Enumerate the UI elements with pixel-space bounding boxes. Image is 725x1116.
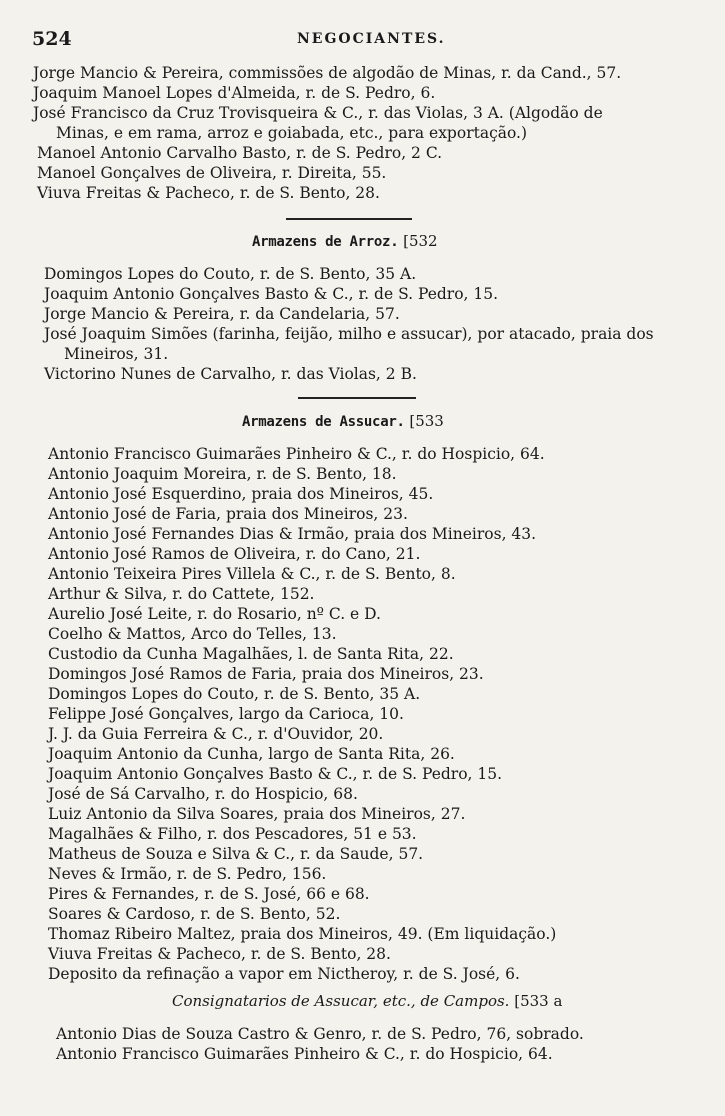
list-item: Joaquim Antonio Gonçalves Basto & C., r. de S. Pedro, 15.: [48, 765, 503, 783]
list-item: José de Sá Carvalho, r. do Hospicio, 68.: [48, 785, 358, 803]
page-header: [32, 28, 682, 50]
list-item: Antonio Francisco Guimarães Pinheiro & C., r. do Hospicio, 64.: [56, 1045, 553, 1063]
list-item: Aurelio José Leite, r. do Rosario, nº C. e D.: [48, 605, 381, 623]
list-item: Manoel Antonio Carvalho Basto, r. de S. Pedro, 2 C.: [37, 144, 443, 162]
list-item: Antonio José Ramos de Oliveira, r. do Cano, 21.: [48, 545, 421, 563]
list-item: Pires & Fernandes, r. de S. José, 66 e 68.: [48, 885, 370, 903]
page-number: 524: [32, 28, 72, 50]
section-title: Armazens de Arroz.: [252, 234, 399, 250]
list-item: José Francisco da Cruz Trovisqueira & C., r. das Violas, 3 A. (Algodão de: [33, 104, 603, 122]
list-item-continuation: Mineiros, 31.: [64, 345, 169, 363]
section-heading-assucar: [242, 412, 444, 430]
list-item: Antonio Francisco Guimarães Pinheiro & C., r. do Hospicio, 64.: [48, 445, 545, 463]
list-item: Soares & Cardoso, r. de S. Bento, 52.: [48, 905, 341, 923]
section-ref: [533: [409, 412, 444, 430]
list-item: Antonio José Fernandes Dias & Irmão, praia dos Mineiros, 43.: [48, 525, 537, 543]
section-title: Consignatarios de Assucar, etc., de Campos.: [172, 992, 510, 1010]
list-item-continuation: Minas, e em rama, arroz e goiabada, etc., para exportação.): [56, 124, 528, 142]
section-heading-arroz: [252, 232, 438, 250]
section-divider: [286, 218, 412, 220]
list-item: Viuva Freitas & Pacheco, r. de S. Bento, 28.: [37, 184, 380, 202]
list-item: Antonio Joaquim Moreira, r. de S. Bento, 18.: [48, 465, 397, 483]
list-item: Antonio Dias de Souza Castro & Genro, r. de S. Pedro, 76, sobrado.: [56, 1025, 584, 1043]
list-item: Magalhães & Filho, r. dos Pescadores, 51 e 53.: [48, 825, 417, 843]
section-ref: [533 a: [514, 992, 563, 1010]
list-item: Felippe José Gonçalves, largo da Carioca, 10.: [48, 705, 404, 723]
list-item: Antonio José de Faria, praia dos Mineiros, 23.: [48, 505, 408, 523]
list-item: Coelho & Mattos, Arco do Telles, 13.: [48, 625, 337, 643]
list-item: Antonio Teixeira Pires Villela & C., r. de S. Bento, 8.: [48, 565, 456, 583]
list-item: Domingos Lopes do Couto, r. de S. Bento, 35 A.: [44, 265, 417, 283]
list-item: Deposito da refinação a vapor em Nictheroy, r. de S. José, 6.: [48, 965, 520, 983]
list-item: Joaquim Manoel Lopes d'Almeida, r. de S. Pedro, 6.: [33, 84, 436, 102]
section-ref: [532: [403, 232, 438, 250]
list-item: Arthur & Silva, r. do Cattete, 152.: [48, 585, 315, 603]
list-item: Viuva Freitas & Pacheco, r. de S. Bento, 28.: [48, 945, 391, 963]
list-item: Thomaz Ribeiro Maltez, praia dos Mineiros, 49. (Em liquidação.): [48, 925, 557, 943]
list-item: Victorino Nunes de Carvalho, r. das Violas, 2 B.: [44, 365, 417, 383]
list-item: Matheus de Souza e Silva & C., r. da Saude, 57.: [48, 845, 424, 863]
list-item: Custodio da Cunha Magalhães, l. de Santa Rita, 22.: [48, 645, 454, 663]
list-item: Antonio José Esquerdino, praia dos Mineiros, 45.: [48, 485, 434, 503]
running-title: NEGOCIANTES.: [297, 31, 446, 47]
list-item: José Joaquim Simões (farinha, feijão, milho e assucar), por atacado, praia dos: [44, 325, 654, 343]
section-heading-consignatarios: [172, 992, 562, 1010]
list-item: Jorge Mancio & Pereira, commissões de algodão de Minas, r. da Cand., 57.: [33, 64, 622, 82]
list-item: Luiz Antonio da Silva Soares, praia dos Mineiros, 27.: [48, 805, 466, 823]
list-item: J. J. da Guia Ferreira & C., r. d'Ouvidor, 20.: [48, 725, 384, 743]
list-item: Joaquim Antonio Gonçalves Basto & C., r. de S. Pedro, 15.: [44, 285, 499, 303]
list-item: Domingos Lopes do Couto, r. de S. Bento, 35 A.: [48, 685, 421, 703]
list-item: Domingos José Ramos de Faria, praia dos Mineiros, 23.: [48, 665, 484, 683]
list-item: Joaquim Antonio da Cunha, largo de Santa Rita, 26.: [48, 745, 455, 763]
list-item: Jorge Mancio & Pereira, r. da Candelaria, 57.: [44, 305, 400, 323]
section-divider: [298, 397, 416, 399]
list-item: Manoel Gonçalves de Oliveira, r. Direita, 55.: [37, 164, 387, 182]
list-item: Neves & Irmão, r. de S. Pedro, 156.: [48, 865, 327, 883]
section-title: Armazens de Assucar.: [242, 414, 405, 430]
